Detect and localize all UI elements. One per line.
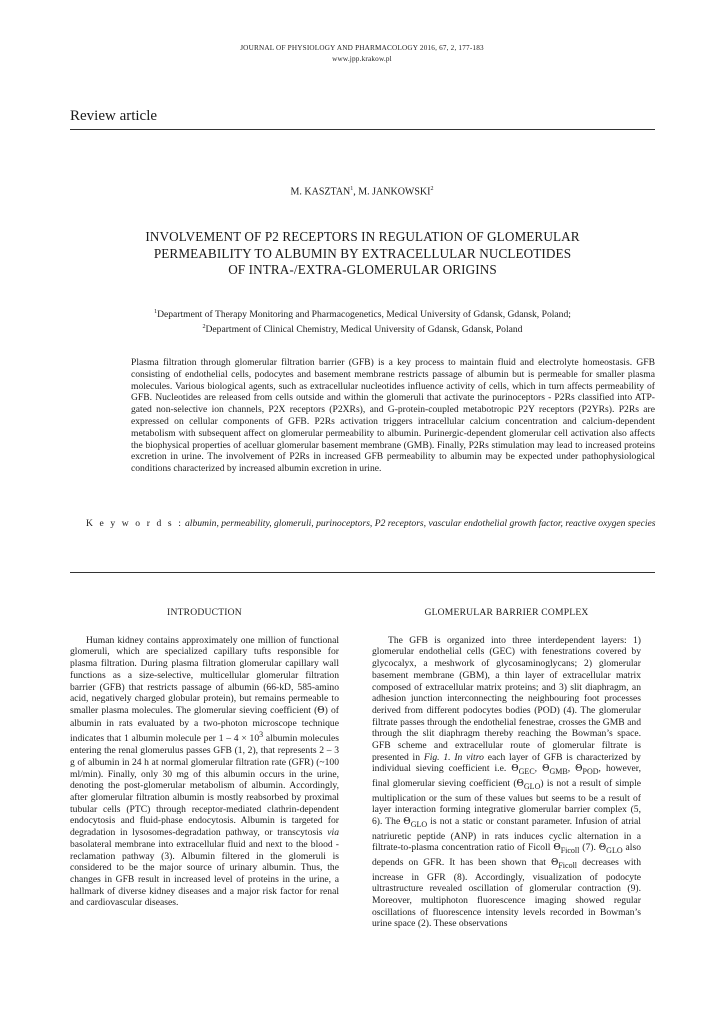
affiliation-2-mark: 2 [202, 324, 206, 331]
author-1-affiliation-mark: 1 [350, 186, 354, 192]
keywords-text: albumin, permeability, glomeruli, purinoceptors, P2 receptors, vascular endothelial growth factor, reactive oxygen species [185, 518, 656, 529]
title-line-3: OF INTRA-/EXTRA-GLOMERULAR ORIGINS [228, 262, 497, 277]
article-type: Review article [70, 108, 158, 124]
affiliation-2-text: Department of Clinical Chemistry, Medical University of Gdansk, Gdansk, Poland [205, 324, 523, 336]
section-divider [70, 572, 655, 573]
affiliations [80, 306, 645, 336]
article-title [90, 229, 635, 279]
introduction-heading: INTRODUCTION [167, 607, 242, 618]
author-separator: , [353, 186, 359, 198]
figure-reference: Fig. 1. In vitro [423, 751, 484, 763]
left-column [70, 607, 339, 909]
title-line-2: PERMEABILITY TO ALBUMIN BY EXTRACELLULAR NUCLEOTIDES [153, 245, 572, 261]
title-line-1: INVOLVEMENT OF P2 RECEPTORS IN REGULATION OF GLOMERULAR [145, 229, 580, 244]
introduction-paragraph: Human kidney contains approximately one million of functional glomeruli, which are specialized capillary tufts responsible for plasma filtration. During plasma filtration glomerular capillary wall functions as a size-selective, multicellular glomerular filtration barrier (GFB) that restricts passage of albumin (66-kD, 585-amino acid, negatively charged globular protein), but remains permeable to smaller plasma molecules. The glomerular sieving coefficient (Θ) of albumin in rats evaluated by a two-photon microscope technique indicates that 1 albumin molecule per $1 - 4 \times 10^3$ albumin molecules entering the renal glomerulus passes GFB (1, 2), that represents 2 – 3 g of albumin in 24 h at normal glomerular filtration rate (GFR) (~100 ml/min). Finally, only 30 mg of this albumin occurs in the urine, denoting the post-glomerular metabolism of albumin. Accordingly, after glomerular filtration albumin is mostly reabsorbed by proximal tubular cells (PTC) through receptor-mediated clathrin-dependent endocytosis and fluid-phase endocytosis. Albumin is targeted for degradation in lysosomes-degradation pathway, or transcytosis via basolateral membrane into extracellular fluid and next to the blood - reclamation pathway (3). Albumin filtered in the glomeruli is considered to be the major source of urinary albumin. Thus, the changes in GFB result in increased level of proteins in the urine, a hallmark of diverse kidney diseases and a major risk factor for renal and cardiovascular diseases. [70, 634, 339, 909]
header-divider [70, 129, 655, 130]
theta-symbol: Θ [317, 705, 325, 716]
affiliation-1-mark: 1 [154, 309, 158, 315]
affiliation-1 [80, 306, 645, 321]
affiliation-2 [80, 321, 645, 336]
abstract: Plasma filtration through glomerular filtration barrier (GFB) is a key process to maintain fluid and electrolyte homeostasis. GFB consisting of endothelial cells, podocytes and basement membrane restricts passage of albumin but is permeable for smaller plasma molecules. Various biological agents, such as extracellular nucleotides influence activity of cells, which in turn affects permeability of GFB. Nucleotides are released from cells outside and within the glomeruli that activate the purinoceptors - P2Rs classified into ATP-gated non-selective ion channels, P2X receptors (P2XRs), and G-protein-coupled metabotropic P2Y receptors (P2YRs). P2Rs are expressed on cellular components of GFB. P2Rs activation triggers intracellular calcium concentration and calcium-dependent metabolism with subsequent affect on glomerular permeability to albumin. Purinergic-dependent glomerular cell activation also affects the biophysical properties of acelluar glomerular basement membrane (GMB). Finally, P2Rs stimulation may lead to increased proteins excretion in urine. The involvement of P2Rs in increased GFB permeability to albumin may be expected under pathophysiological conditions characterized by increased albumin excretion in urine. [131, 357, 655, 475]
journal-citation: JOURNAL OF PHYSIOLOGY AND PHARMACOLOGY 2016, 67, 2, 177-183 [240, 44, 484, 52]
glomerular-barrier-heading: GLOMERULAR BARRIER COMPLEX [424, 607, 589, 618]
journal-url: www.jpp.krakow.pl [332, 55, 392, 63]
right-column [372, 607, 641, 930]
authors [0, 186, 724, 197]
glomerular-barrier-paragraph: The GFB is organized into three interdependent layers: 1) glomerular endothelial cells (GEC) with fenestrations covered by glycocalyx, a meshwork of glycosaminoglycans; 2) glomerular basement membrane (GBM), a thin layer of extracellular matrix composed of extracellular matrix proteins; and 3) slit diaphragm, an adhesion junction interconnecting the neighbouring foot processes derived from different podocytes bodies (POD) (4). The glomerular filtrate passes through the endothelial fenestrae, crosses the GMB and through the slit diaphragm thereby reaching the Bowman’s space. GFB scheme and extracellular route of glomerular filtrate is presented in Fig. 1. In vitro each layer of GFB is characterized by individual sieving coefficient i.e. $\Theta_{GEC}$, $\Theta_{GMB}$, $\Theta_{POD}$, however, final glomerular sieving coefficient $(\Theta_{GLO})$ is not a result of simple multiplication or the sum of these values but seems to be a result of layer interaction forming integrative glomerular barrier complex (5, 6). The $\Theta_{GLO}$ is not a static or constant parameter. Infusion of atrial natriuretic peptide (ANP) in rats induces cyclic alternation in a filtrate-to-plasma concentration ratio of Ficoll $\Theta_{Ficoll}$ (7). $\Theta_{GLO}$ also depends on GFR. It has been shown that $\Theta_{Ficoll}$ decreases with increase in GFR (8). Accordingly, visualization of podocyte ultrastructure revealed oscillation of glomerular contraction (9). Moreover, multiphoton fluorescence imaging showed regular oscillations of fluorescence intensity levels recorded in Bowman’s urine space (2). These observations [372, 634, 641, 930]
keywords-label: K e y w o r d s : [86, 518, 183, 529]
affiliation-1-text: Department of Therapy Monitoring and Pharmacogenetics, Medical University of Gdansk, Gdansk, Poland; [157, 309, 571, 321]
author-2-affiliation-mark: 2 [430, 186, 434, 192]
author-1: M. KASZTAN [290, 186, 351, 198]
journal-header [0, 43, 724, 65]
author-2: M. JANKOWSKI [358, 186, 431, 198]
keywords [86, 517, 656, 530]
